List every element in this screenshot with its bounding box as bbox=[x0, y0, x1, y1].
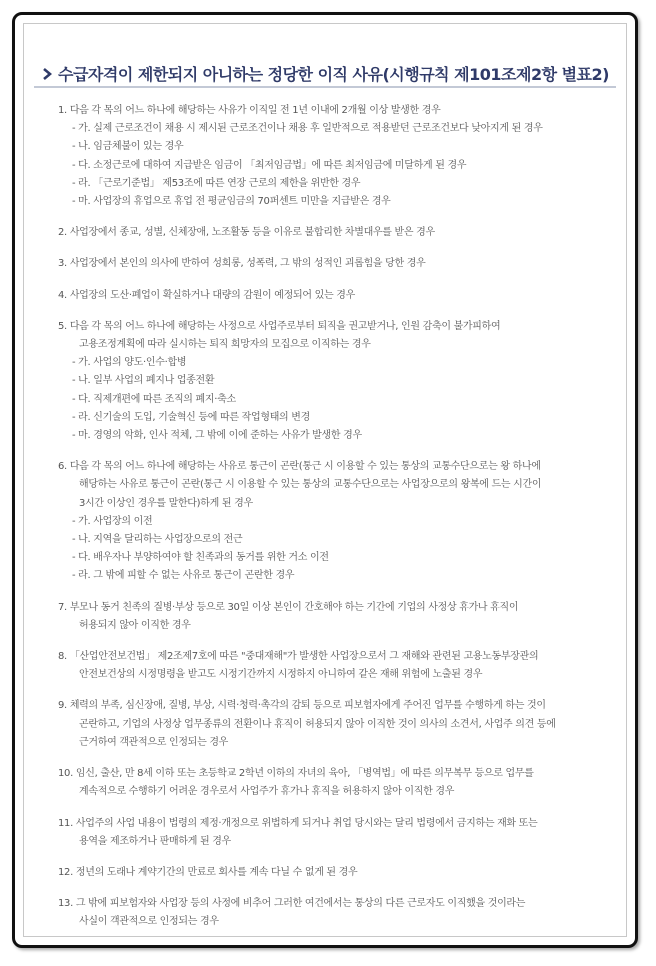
list-item-text: 12. 정년의 도래나 계약기간의 만료로 회사를 계속 다닐 수 없게 된 경우 bbox=[58, 866, 358, 878]
sub-item: - 마. 경영의 악화, 인사 적체, 그 밖에 이에 준하는 사유가 발생한 경우 bbox=[72, 430, 362, 442]
reason-list bbox=[58, 102, 610, 945]
list-item-continuation: 고용조정계획에 따라 실시하는 퇴직 희망자의 모집으로 이직하는 경우 bbox=[79, 339, 371, 351]
list-item-text: 10. 임신, 출산, 만 8세 이하 또는 초등학교 2학년 이하의 자녀의 육아, 「병역법」에 따른 의무복무 등으로 업무를 bbox=[58, 768, 534, 780]
sub-item: - 가. 사업의 양도·인수·합병 bbox=[72, 357, 187, 369]
list-item-text: 11. 사업주의 사업 내용이 법령의 제정·개정으로 위법하게 되거나 취업 당시와는 달리 법령에서 금지하는 재화 또는 bbox=[58, 817, 538, 829]
list-item-continuation: 해당하는 사유로 통근이 곤란(통근 시 이용할 수 있는 통상의 교통수단으로는 사업장으로의 왕복에 드는 시간이 bbox=[79, 479, 542, 491]
list-item-text: 4. 사업장의 도산·폐업이 확실하거나 대량의 감원이 예정되어 있는 경우 bbox=[58, 289, 355, 301]
sub-item: - 나. 일부 사업의 폐지나 업종전환 bbox=[72, 375, 215, 387]
list-item bbox=[58, 255, 610, 273]
sub-item: - 가. 실제 근로조건이 채용 시 제시된 근로조건이나 채용 후 일반적으로 적용받던 근로조건보다 낮아지게 된 경우 bbox=[72, 123, 543, 135]
list-item-continuation: 사실이 객관적으로 인정되는 경우 bbox=[79, 916, 219, 928]
sub-item: - 가. 사업장의 이전 bbox=[72, 515, 153, 527]
list-item-continuation: 용역을 제조하거나 판매하게 된 경우 bbox=[79, 835, 231, 847]
list-item bbox=[58, 815, 610, 851]
list-item-continuation: 3시간 이상인 경우를 말한다)하게 된 경우 bbox=[79, 497, 253, 509]
sub-item: - 나. 지역을 달리하는 사업장으로의 전근 bbox=[72, 534, 243, 546]
list-item-continuation: 허용되지 않아 이직한 경우 bbox=[79, 619, 191, 631]
list-item-text: 1. 다음 각 목의 어느 하나에 해당하는 사유가 이직일 전 1년 이내에 2개월 이상 발생한 경우 bbox=[58, 105, 441, 116]
sub-item: - 다. 직제개편에 따른 조직의 폐지·축소 bbox=[72, 393, 236, 405]
sub-item: - 나. 임금체불이 있는 경우 bbox=[72, 141, 184, 153]
list-item bbox=[58, 895, 610, 931]
list-item bbox=[58, 287, 610, 305]
list-item-continuation: 근거하여 객관적으로 인정되는 경우 bbox=[79, 736, 229, 748]
sub-item: - 라. 「근로기준법」 제53조에 따른 연장 근로의 제한을 위반한 경우 bbox=[72, 177, 361, 189]
list-item-text: 7. 부모나 동거 친족의 질병·부상 등으로 30일 이상 본인이 간호해야 하는 기간에 기업의 사정상 휴가나 휴직이 bbox=[58, 601, 519, 613]
sub-item: - 다. 소정근로에 대하여 지급받은 임금이 「최저임금법」에 따른 최저임금에 미달하게 된 경우 bbox=[72, 159, 467, 171]
list-item bbox=[58, 697, 610, 752]
list-item bbox=[58, 224, 610, 242]
list-item bbox=[58, 864, 610, 882]
sub-item: - 라. 그 밖에 피할 수 없는 사유로 통근이 곤란한 경우 bbox=[72, 570, 295, 582]
list-item-text: 5. 다음 각 목의 어느 하나에 해당하는 사정으로 사업주로부터 퇴직을 권고받거나, 인원 감축이 불가피하여 bbox=[58, 320, 501, 332]
list-item bbox=[58, 318, 610, 445]
list-item-continuation: 곤란하고, 기업의 사정상 업무종류의 전환이나 휴직이 허용되지 않아 이직한 것이 의사의 소견서, 사업주 의견 등에 bbox=[79, 718, 556, 730]
list-item-text: 2. 사업장에서 종교, 성별, 신체장애, 노조활동 등을 이유로 불합리한 차별대우를 받은 경우 bbox=[58, 227, 435, 239]
list-item-text: 6. 다음 각 목의 어느 하나에 해당하는 사유로 통근이 곤란(통근 시 이용할 수 있는 통상의 교통수단으로는 왕 하나에 bbox=[58, 461, 541, 473]
list-item bbox=[58, 648, 610, 684]
list-item-continuation: 계속적으로 수행하기 어려운 경우로서 사업주가 휴가나 휴직을 허용하지 않아 이직한 경우 bbox=[79, 786, 455, 798]
list-item-text: 8. 「산업안전보건법」 제2조제7호에 따른 "중대재해"가 발생한 사업장으로서 그 재해와 관련된 고용노동부장관의 bbox=[58, 651, 539, 663]
list-item-text: 9. 체력의 부족, 심신장애, 질병, 부상, 시력·청력·촉각의 감퇴 등으로 피보험자에게 주어진 업무를 수행하게 하는 것이 bbox=[58, 700, 546, 712]
sub-item: - 다. 배우자나 부양하여야 할 친족과의 동거를 위한 거소 이전 bbox=[72, 552, 329, 564]
section-header bbox=[34, 52, 616, 88]
list-item bbox=[58, 599, 610, 635]
list-item bbox=[58, 458, 610, 585]
document-inner-border bbox=[23, 23, 627, 937]
list-item bbox=[58, 102, 610, 211]
list-item bbox=[58, 765, 610, 801]
sub-item: - 마. 사업장의 휴업으로 휴업 전 평균임금의 70퍼센트 미만을 지급받은 경우 bbox=[72, 196, 391, 208]
list-item-text: 13. 그 밖에 피보험자와 사업장 등의 사정에 비추어 그러한 여건에서는 통상의 다른 근로자도 이직했을 것이라는 bbox=[58, 898, 526, 910]
section-title: 수급자격이 제한되지 아니하는 정당한 이직 사유(시행규칙 제101조제2항 별표2) bbox=[58, 65, 609, 84]
document-frame bbox=[12, 12, 638, 948]
sub-item: - 라. 신기술의 도입, 기술혁신 등에 따른 작업형태의 변경 bbox=[72, 411, 311, 423]
list-item-continuation: 안전보건상의 시정명령을 받고도 시정기간까지 시정하지 아니하여 같은 재해 위험에 노출된 경우 bbox=[79, 669, 483, 681]
list-item-text: 3. 사업장에서 본인의 의사에 반하여 성희롱, 성폭력, 그 밖의 성적인 괴롭힘을 당한 경우 bbox=[58, 258, 426, 270]
chevron-right-icon bbox=[42, 68, 52, 80]
